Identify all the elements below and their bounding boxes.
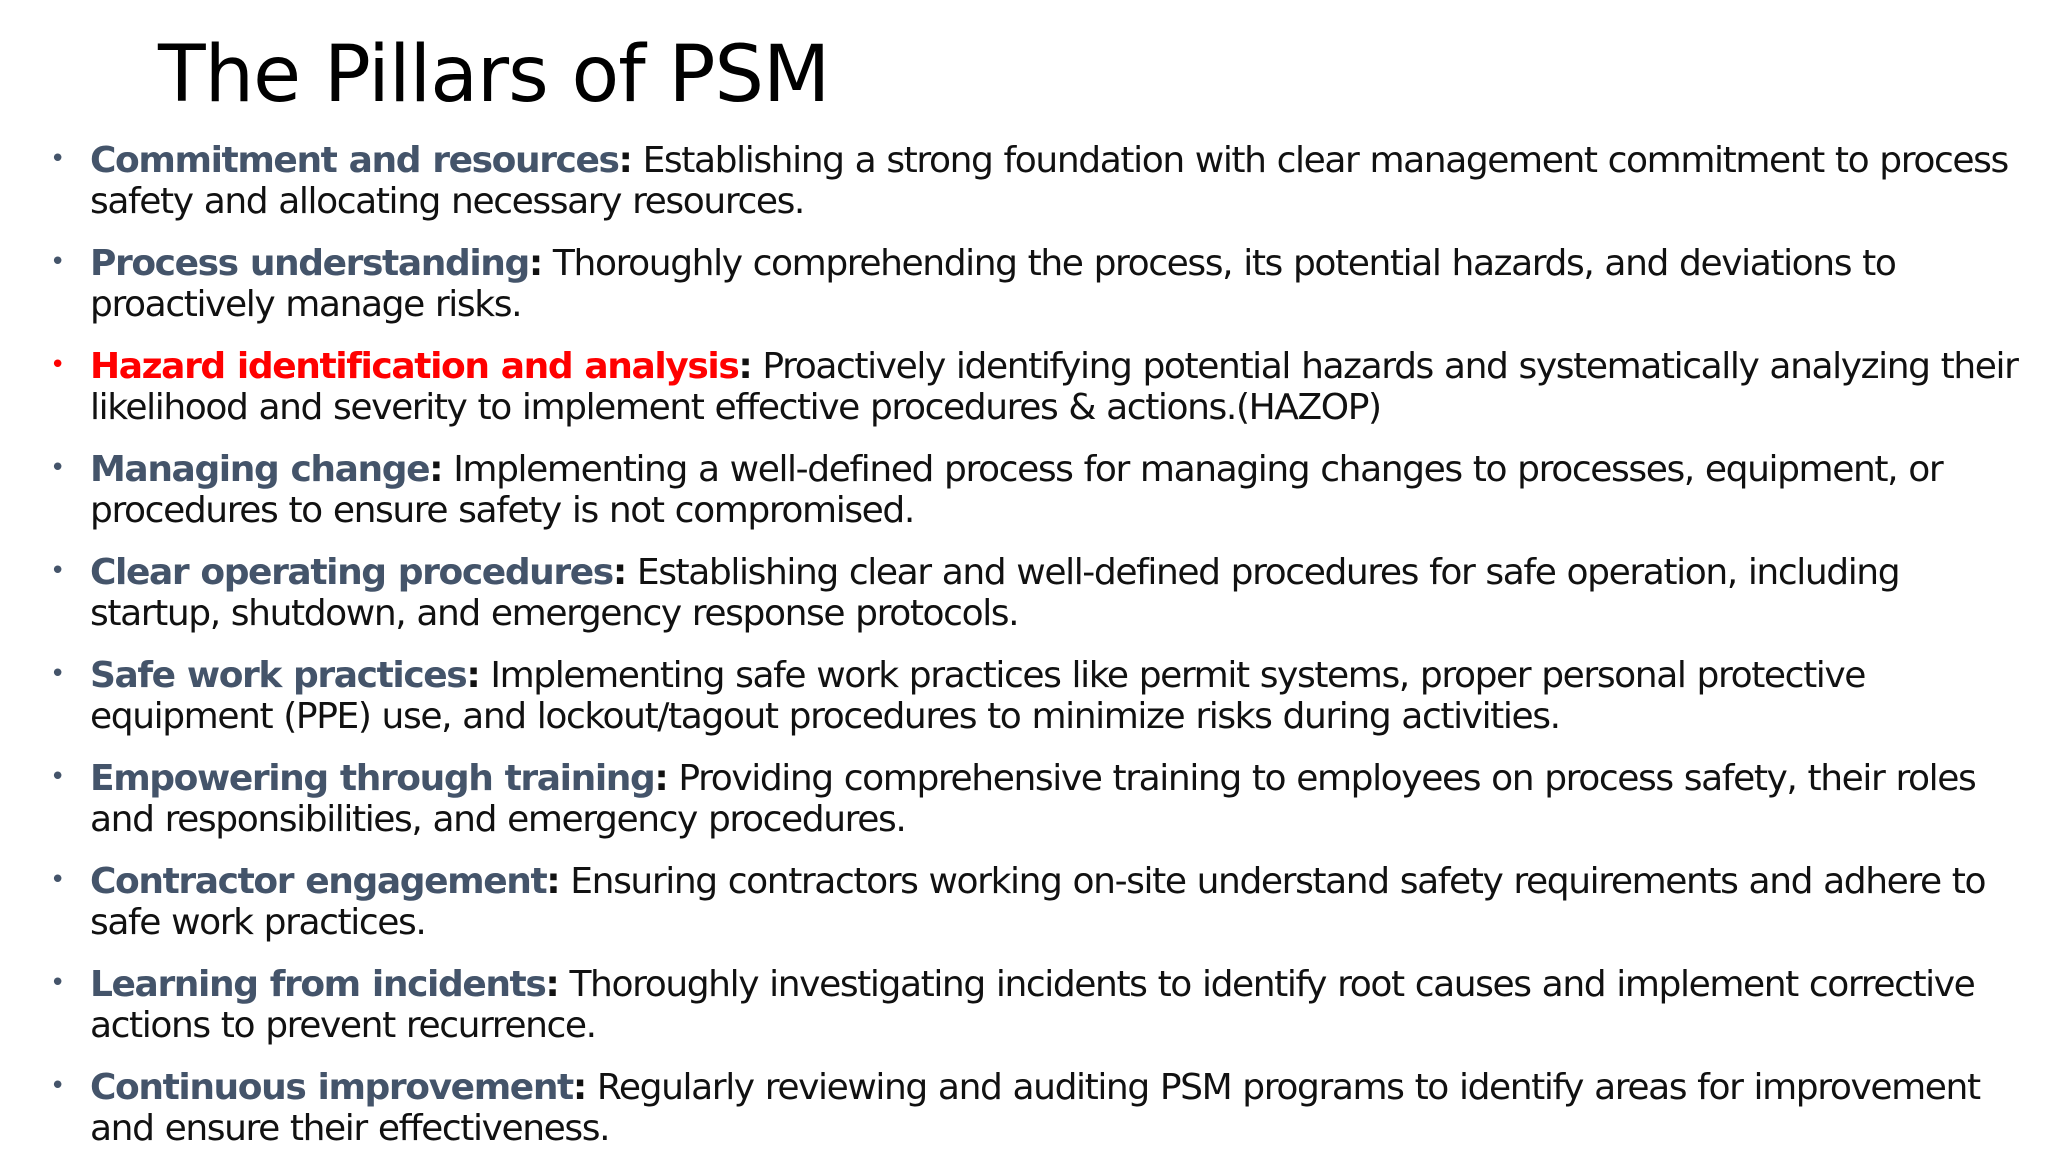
pillar-description: Proactively identifying potential hazards and systematically analyzing their likelihood and severity to implement effective procedures & actions.(HAZOP) (90, 346, 2018, 428)
pillar-text: Clear operating procedures: Establishing clear and well-defined procedures for safe operation, including startup, shutdown, and emergency response protocols. (90, 552, 1900, 634)
pillar-term: Managing change (90, 449, 430, 490)
bullet-icon: • (50, 350, 66, 380)
bullet-icon: • (50, 453, 66, 483)
list-item (0, 243, 2048, 346)
pillar-term: Continuous improvement (90, 1067, 573, 1108)
list-item (0, 140, 2048, 243)
pillar-description: Establishing clear and well-defined procedures for safe operation, including startup, shutdown, and emergency response protocols. (90, 552, 1900, 634)
bullet-icon: • (50, 556, 66, 586)
list-item (0, 552, 2048, 655)
pillar-text: Empowering through training: Providing comprehensive training to employees on process safety, their roles and responsibilities, and emergency procedures. (90, 758, 1976, 840)
pillar-text: Contractor engagement: Ensuring contractors working on-site understand safety requirements and adhere to safe work practices. (90, 861, 1986, 943)
pillar-description: Establishing a strong foundation with clear management commitment to process safety and allocating necessary resources. (90, 140, 2008, 222)
list-item (0, 449, 2048, 552)
pillar-text: Continuous improvement: Regularly reviewing and auditing PSM programs to identify areas for improvement and ensure their effectiveness. (90, 1067, 1980, 1149)
pillar-term: Clear operating procedures (90, 552, 613, 593)
pillar-term: Contractor engagement (90, 861, 547, 902)
pillar-description: Implementing safe work practices like permit systems, proper personal protective equipment (PPE) use, and lockout/tagout procedures to minimize risks during activities. (90, 655, 1866, 737)
bullet-icon: • (50, 968, 66, 998)
list-item (0, 1067, 2048, 1152)
bullet-icon: • (50, 1071, 66, 1101)
pillar-text: Hazard identification and analysis: Proactively identifying potential hazards and systematically analyzing their likelihood and severity to implement effective procedures & actions.(HAZOP) (90, 346, 2018, 428)
pillar-term: Process understanding (90, 243, 529, 284)
bullet-icon: • (50, 659, 66, 689)
pillar-text: Process understanding: Thoroughly comprehending the process, its potential hazards, and deviations to proactively manage risks. (90, 243, 1896, 325)
pillars-list (0, 140, 2048, 1152)
pillar-term: Safe work practices (90, 655, 467, 696)
pillar-term: Hazard identification and analysis (90, 346, 739, 387)
list-item (0, 758, 2048, 861)
list-item (0, 346, 2048, 449)
list-item (0, 861, 2048, 964)
bullet-icon: • (50, 762, 66, 792)
pillar-description: Regularly reviewing and auditing PSM programs to identify areas for improvement and ensure their effectiveness. (90, 1067, 1980, 1149)
slide-title: The Pillars of PSM (158, 30, 830, 120)
pillar-description: Implementing a well-defined process for managing changes to processes, equipment, or procedures to ensure safety is not compromised. (90, 449, 1943, 531)
pillar-description: Providing comprehensive training to employees on process safety, their roles and responsibilities, and emergency procedures. (90, 758, 1976, 840)
pillar-term: Empowering through training (90, 758, 655, 799)
bullet-icon: • (50, 247, 66, 277)
pillar-description: Thoroughly comprehending the process, its potential hazards, and deviations to proactively manage risks. (90, 243, 1896, 325)
pillar-description: Thoroughly investigating incidents to identify root causes and implement corrective actions to prevent recurrence. (90, 964, 1975, 1046)
pillar-term: Commitment and resources (90, 140, 619, 181)
list-item (0, 964, 2048, 1067)
pillar-text: Safe work practices: Implementing safe work practices like permit systems, proper personal protective equipment (PPE) use, and lockout/tagout procedures to minimize risks during activities. (90, 655, 1866, 737)
pillar-text: Managing change: Implementing a well-defined process for managing changes to processes, equipment, or procedures to ensure safety is not compromised. (90, 449, 1943, 531)
list-item (0, 655, 2048, 758)
pillar-text: Learning from incidents: Thoroughly investigating incidents to identify root causes and implement corrective actions to prevent recurrence. (90, 964, 1975, 1046)
pillar-term: Learning from incidents (90, 964, 546, 1005)
bullet-icon: • (50, 865, 66, 895)
pillar-description: Ensuring contractors working on-site understand safety requirements and adhere to safe work practices. (90, 861, 1986, 943)
bullet-icon: • (50, 144, 66, 174)
pillar-text: Commitment and resources: Establishing a strong foundation with clear management commitment to process safety and allocating necessary resources. (90, 140, 2008, 222)
